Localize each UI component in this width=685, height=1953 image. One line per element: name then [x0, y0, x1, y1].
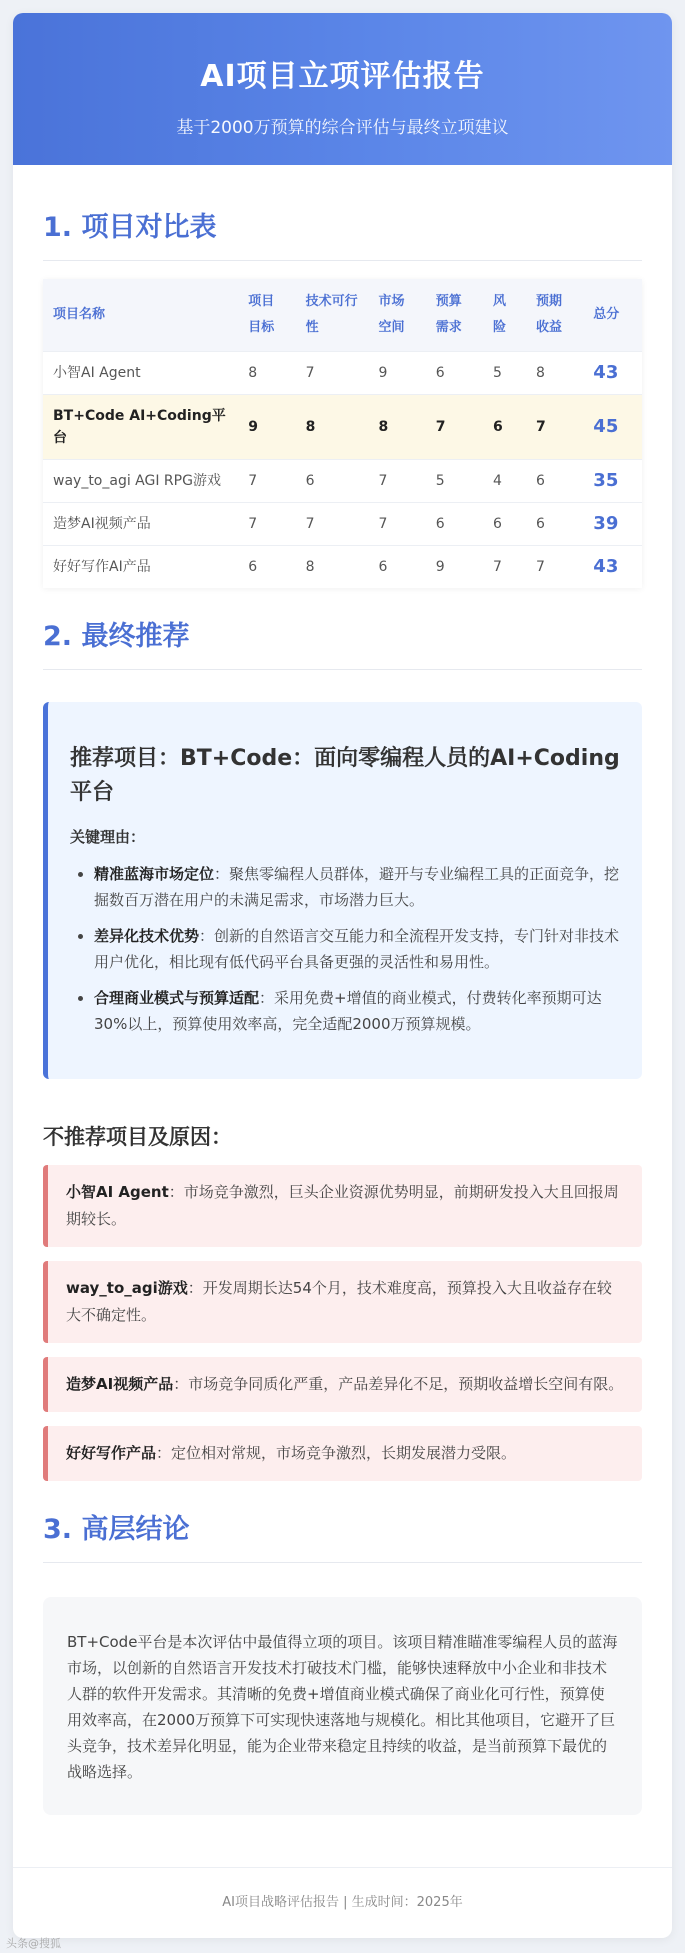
- score-cell: 7: [296, 352, 369, 395]
- score-cell: 9: [238, 395, 295, 460]
- section-title-comparison: 1. 项目对比表: [43, 165, 642, 261]
- watermark: 头条@搜狐: [6, 1937, 61, 1950]
- project-name-cell: 好好写作AI产品: [43, 546, 238, 589]
- col-header-budget: 预算需求: [426, 279, 483, 352]
- score-cell: 7: [483, 546, 526, 589]
- not-recommended-title: 不推荐项目及原因：: [43, 1125, 232, 1149]
- table-row: [43, 352, 642, 395]
- col-header-return: 预期收益: [526, 279, 583, 352]
- col-header-market: 市场空间: [368, 279, 425, 352]
- score-cell: 6: [426, 352, 483, 395]
- project-name-cell: way_to_agi AGI RPG游戏: [43, 460, 238, 503]
- report-header: [13, 13, 672, 165]
- total-score-cell: 45: [583, 395, 642, 460]
- score-cell: 8: [296, 546, 369, 589]
- not-rec-text: ：定位相对常规，市场竞争激烈，长期发展潜力受限。: [156, 1444, 517, 1462]
- footer: AI项目战略评估报告 | 生成时间：2025年: [13, 1867, 672, 1938]
- not-recommended-item: [43, 1426, 642, 1481]
- project-name-cell: BT+Code AI+Coding平台: [43, 395, 238, 460]
- reason-head: 差异化技术优势: [94, 927, 200, 945]
- score-cell: 5: [426, 460, 483, 503]
- not-rec-head: 造梦AI视频产品: [66, 1375, 174, 1393]
- recommendation-box: [43, 702, 642, 1079]
- not-rec-text: ：市场竞争激烈，巨头企业资源优势明显，前期研发投入大且回报周期较长。: [66, 1183, 619, 1228]
- list-item: [94, 985, 620, 1037]
- list-item: [94, 923, 620, 975]
- conclusion-box: BT+Code平台是本次评估中最值得立项的项目。该项目精准瞄准零编程人员的蓝海市场，以创新的自然语言开发技术打破技术门槛，能够快速释放中小企业和非技术人群的软件开发需求。其清晰的免费+增值商业模式确保了商业化可行性，预算使用效率高，在2000万预算下可实现快速落地与规模化。相比其他项目，它避开了巨头竞争，技术差异化明显，能为企业带来稳定且持续的收益，是当前预算下最优的战略选择。: [43, 1597, 642, 1815]
- score-cell: 6: [483, 503, 526, 546]
- reason-text: ：采用免费+增值的商业模式，付费转化率预期可达30%以上，预算使用效率高，完全适配2000万预算规模。: [94, 989, 602, 1033]
- table-row: [43, 546, 642, 589]
- table-row-highlighted: [43, 395, 642, 460]
- score-cell: 7: [238, 460, 295, 503]
- score-cell: 7: [296, 503, 369, 546]
- page-title: AI项目立项评估报告: [200, 59, 485, 94]
- section-title-conclusion: 3. 高层结论: [43, 1507, 642, 1563]
- project-name-cell: 小智AI Agent: [43, 352, 238, 395]
- total-score-cell: 43: [583, 546, 642, 589]
- total-score-cell: 43: [583, 352, 642, 395]
- score-cell: 4: [483, 460, 526, 503]
- score-cell: 6: [526, 503, 583, 546]
- reason-text: ：创新的自然语言交互能力和全流程开发支持，专门针对非技术用户优化，相比现有低代码平台具备更强的灵活性和易用性。: [94, 927, 620, 971]
- reasons-list: [70, 861, 620, 1037]
- report-card: [13, 13, 672, 1938]
- score-cell: 8: [526, 352, 583, 395]
- reason-head: 精准蓝海市场定位: [94, 865, 215, 883]
- score-cell: 9: [426, 546, 483, 589]
- reason-head: 合理商业模式与预算适配: [94, 989, 260, 1007]
- score-cell: 7: [526, 395, 583, 460]
- not-recommended-item: [43, 1261, 642, 1343]
- table-row: [43, 503, 642, 546]
- score-cell: 8: [296, 395, 369, 460]
- not-rec-text: ：市场竞争同质化严重，产品差异化不足，预期收益增长空间有限。: [173, 1375, 624, 1393]
- key-reasons-label: 关键理由：: [70, 828, 146, 846]
- score-cell: 6: [483, 395, 526, 460]
- score-cell: 6: [238, 546, 295, 589]
- not-recommended-item: [43, 1357, 642, 1412]
- score-cell: 7: [526, 546, 583, 589]
- list-item: [94, 861, 620, 913]
- not-rec-text: ：开发周期长达54个月，技术难度高，预算投入大且收益存在较大不确定性。: [66, 1279, 612, 1324]
- score-cell: 6: [368, 546, 425, 589]
- score-cell: 8: [238, 352, 295, 395]
- table-row: [43, 460, 642, 503]
- recommended-project-title: 推荐项目：BT+Code：面向零编程人员的AI+Coding平台: [70, 746, 620, 805]
- table-header-row: [43, 279, 642, 352]
- report-content: [13, 165, 672, 1815]
- score-cell: 7: [368, 503, 425, 546]
- score-cell: 7: [368, 460, 425, 503]
- col-header-total: 总分: [583, 279, 642, 352]
- not-rec-head: way_to_agi游戏: [66, 1279, 188, 1297]
- score-cell: 8: [368, 395, 425, 460]
- score-cell: 5: [483, 352, 526, 395]
- comparison-table: [43, 279, 642, 588]
- score-cell: 6: [526, 460, 583, 503]
- col-header-goal: 项目目标: [238, 279, 295, 352]
- score-cell: 6: [296, 460, 369, 503]
- col-header-name: 项目名称: [43, 279, 238, 352]
- project-name-cell: 造梦AI视频产品: [43, 503, 238, 546]
- not-rec-head: 小智AI Agent: [66, 1183, 169, 1201]
- total-score-cell: 35: [583, 460, 642, 503]
- score-cell: 7: [426, 395, 483, 460]
- score-cell: 6: [426, 503, 483, 546]
- reason-text: ：聚焦零编程人员群体，避开与专业编程工具的正面竞争，挖掘数百万潜在用户的未满足需求，市场潜力巨大。: [94, 865, 620, 909]
- section-title-recommendation: 2. 最终推荐: [43, 614, 642, 670]
- score-cell: 7: [238, 503, 295, 546]
- score-cell: 9: [368, 352, 425, 395]
- not-recommended-item: [43, 1165, 642, 1247]
- col-header-risk: 风险: [483, 279, 526, 352]
- total-score-cell: 39: [583, 503, 642, 546]
- not-rec-head: 好好写作产品: [66, 1444, 157, 1462]
- col-header-feasibility: 技术可行性: [296, 279, 369, 352]
- page-subtitle: 基于2000万预算的综合评估与最终立项建议: [176, 118, 509, 138]
